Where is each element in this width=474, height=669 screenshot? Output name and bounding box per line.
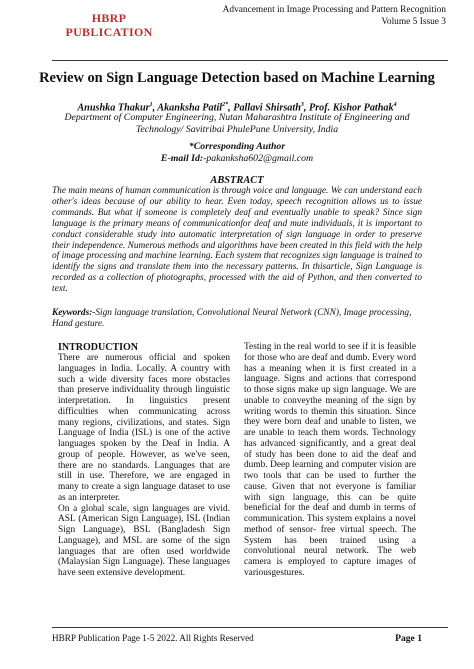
corresponding-author — [60, 141, 414, 165]
footer-divider — [52, 627, 448, 628]
journal-info — [176, 4, 446, 28]
author-marker: 1 — [149, 102, 153, 108]
corresponding-label: *Corresponding Author — [188, 141, 286, 152]
affiliation: Department of Computer Engineering, Nutan Maharashtra Institute of Engineering and Technology/ Savitribai PhulePune University, India — [64, 112, 410, 135]
right-column — [244, 342, 416, 579]
author-name: Pallavi Shirsath — [233, 102, 301, 114]
header-divider — [52, 60, 448, 61]
keywords — [52, 308, 422, 330]
journal-name: Advancement in Image Processing and Pattern Recognition — [222, 5, 446, 15]
paper-title: Review on Sign Language Detection based on Machine Learning — [39, 70, 435, 86]
body-paragraph: Testing in the real world to see if it is feasible for those who are deaf and dumb. Every word has a meaning when it is first created in a language. Signs and actions that correspond to those signs make up sign language. We are unable to conveythe meaning of the sign by writing words to themin this situation. Since they were born deaf and unable to listen, we are unable to teach them words. Technology has advanced significantly, and a great deal of study has been done to aid the deaf and dumb. Deep learning and computer vision are two tools that can be used to further the cause. Given that not everyone is familiar with sign language, this can be quite beneficial for the deaf and dumb in terms of communication. This system explains a novel method of sensor- free virtual speech. The System has been trained using a convolutional neural network. The web camera is employed to capture images of variousgestures. — [244, 342, 416, 578]
author-marker: 2* — [222, 102, 229, 108]
publisher-logo — [64, 11, 154, 39]
author-name: Anushka Thakur — [77, 102, 150, 114]
email-link[interactable]: -pakanksha602@gmail.com — [203, 153, 314, 164]
abstract-heading: ABSTRACT — [210, 175, 264, 186]
abstract-text: The main means of human communication is through voice and language. We can understand each other's ideas because of our ability to hear. Even today, speech recognition allows us to issue commands. But what if someone is completely deaf and eventually unable to speak? Since sign language is the primary means of communicationfor deaf and mute individuals, it is important to conduct considerable study into automatic interpretation of sign language in order to preserve their independence. Numerous methods and algorithms have been created in this field with the help of image processing and machine learning. Each system that recognizes sign language is trained to identify the signs and translate them into the necessary patterns. In thisarticle, Sign Language is recorded as a collection of photographs, processed with the aid of Python, and then converted to text. — [52, 186, 422, 295]
author-name: Akanksha Patil — [157, 102, 223, 114]
author-marker: 4 — [393, 102, 397, 108]
keywords-text: Sign language translation, Convolutional Neural Network (CNN), Image processing, Hand gesture. — [52, 308, 412, 329]
body-paragraph: On a global scale, sign languages are vivid. ASL (American Sign Language), ISL (Indian Sign Language), BSL (Bangladesh Sign Language), and MSL are some of the sign languages that are often used worldwide (Malaysian Sign Language). These languages have seen extensive development. — [58, 503, 230, 578]
footer-copyright: HBRP Publication Page 1-5 2022. All Rights Reserved — [52, 633, 254, 643]
logo-line-2: PUBLICATION — [65, 25, 153, 39]
keywords-label: Keywords:- — [52, 308, 96, 318]
author-marker: 3 — [300, 102, 304, 108]
email-label: E-mail Id: — [160, 153, 204, 164]
author-list: Anushka Thakur$^1$, Akanksha Patil$^{2*}$, Pallavi Shirsath$^3$, Prof. Kishor Pathak$^4$ — [77, 102, 397, 114]
introduction-heading: INTRODUCTION — [58, 342, 139, 353]
page-number: Page 1 — [395, 633, 422, 644]
author-name: Prof. Kishor Pathak — [308, 102, 394, 114]
journal-volume: Volume 5 Issue 3 — [381, 17, 446, 27]
body-paragraph: There are numerous official and spoken languages in India. Locally. A country with such a wide diversity faces more obstacles than preserve individuality through linguistic interpretation. In linguistics present difficulties when communicating across many regions, civilizations, and states. Sign Language of India (ISL) is one of the active languages spoken by the Deaf in India. A group of people. However, as we've seen, there are no standards. Languages that are still in use. Therefore, we are engaged in many to create a sign language dataset to use as an interpreter. — [58, 353, 230, 503]
logo-line-1: HBRP — [91, 11, 127, 25]
left-column — [58, 353, 230, 579]
